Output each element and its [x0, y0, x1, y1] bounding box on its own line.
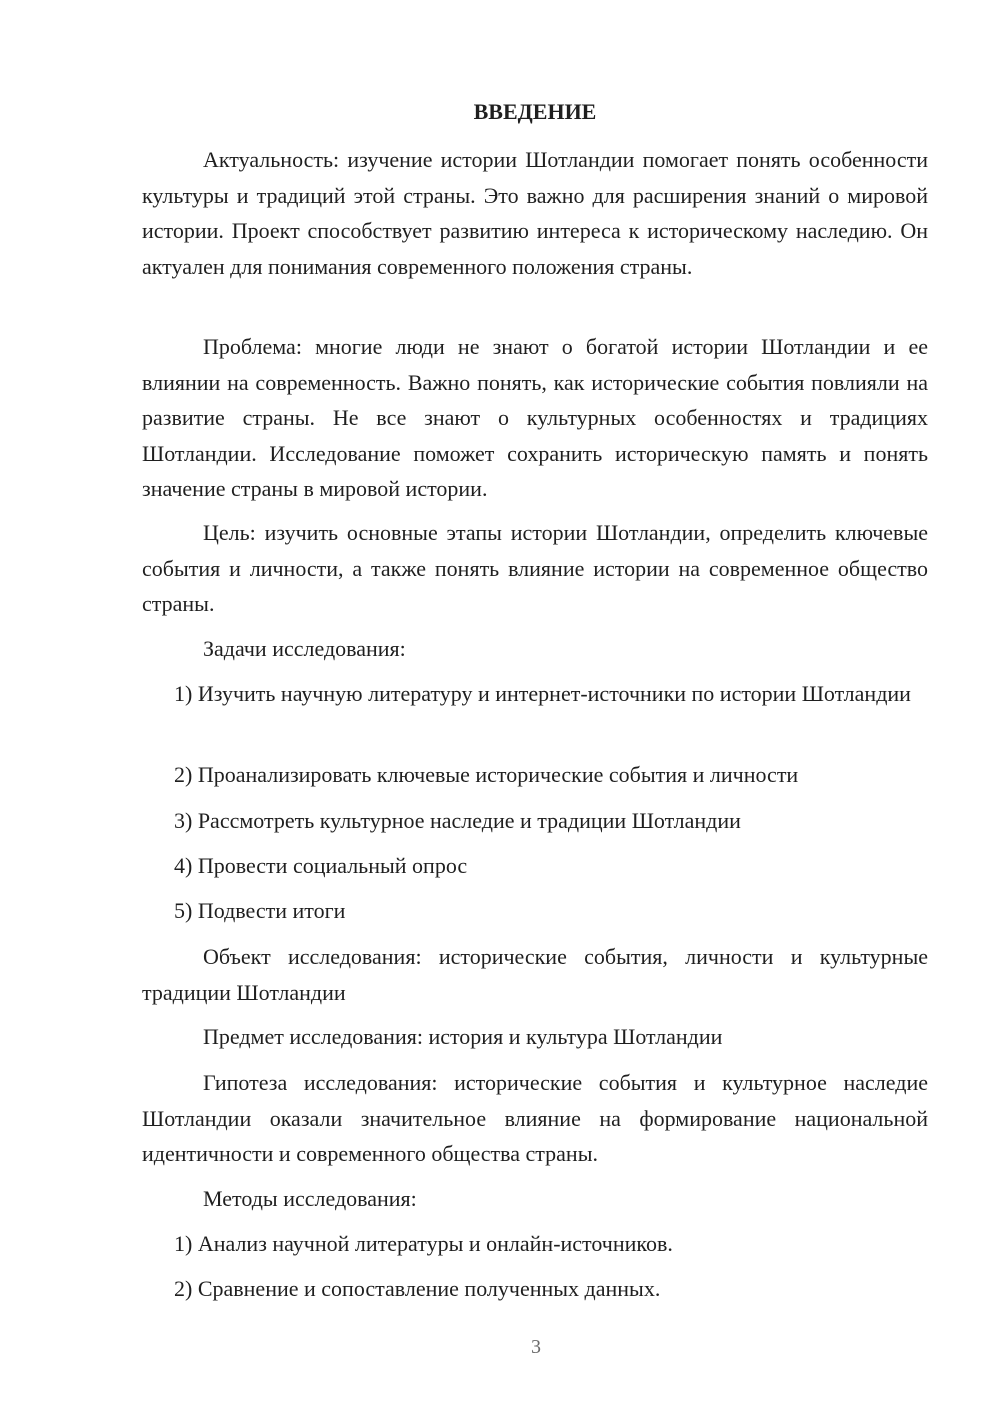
tasks-heading: Задачи исследования: — [203, 636, 406, 661]
method-item: 2) Сравнение и сопоставление полученных данных. — [174, 1276, 661, 1301]
section-title: ВВЕДЕНИЕ — [473, 99, 597, 124]
page-number: 3 — [531, 1336, 541, 1358]
task-item: 2) Проанализировать ключевые исторические события и личности — [174, 762, 799, 787]
methods-heading: Методы исследования: — [203, 1186, 417, 1211]
subject-paragraph: Предмет исследования: история и культура Шотландии — [203, 1024, 723, 1049]
method-item: 1) Анализ научной литературы и онлайн-источников. — [174, 1231, 673, 1256]
relevance-paragraph: Актуальность: изучение истории Шотландии помогает понять особенности культуры и традиций этой страны. Это важно для расширения знаний о мировой истории. Проект способствует развитию интереса к историческому наследию. Он актуален для понимания современного положения страны. — [142, 147, 928, 279]
task-item: 4) Провести социальный опрос — [174, 853, 468, 878]
hypothesis-paragraph: Гипотеза исследования: исторические события и культурное наследие Шотландии оказали значительное влияние на формирование национальной идентичности и современного общества страны. — [142, 1070, 928, 1166]
problem-paragraph: Проблема: многие люди не знают о богатой истории Шотландии и ее влиянии на современность. Важно понять, как исторические события повлияли на развитие страны. Не все знают о культурных особенностях и традициях Шотландии. Исследование поможет сохранить историческую память и понять значение страны в мировой истории. — [142, 334, 928, 501]
task-item: 5) Подвести итоги — [174, 898, 346, 923]
goal-paragraph: Цель: изучить основные этапы истории Шотландии, определить ключевые события и личности, а также понять влияние истории на современное общество страны. — [142, 520, 928, 616]
object-paragraph: Объект исследования: исторические события, личности и культурные традиции Шотландии — [142, 944, 928, 1005]
task-item: 3) Рассмотреть культурное наследие и традиции Шотландии — [174, 808, 741, 833]
task-item: 1) Изучить научную литературу и интернет-источники по истории Шотландии — [174, 681, 911, 706]
